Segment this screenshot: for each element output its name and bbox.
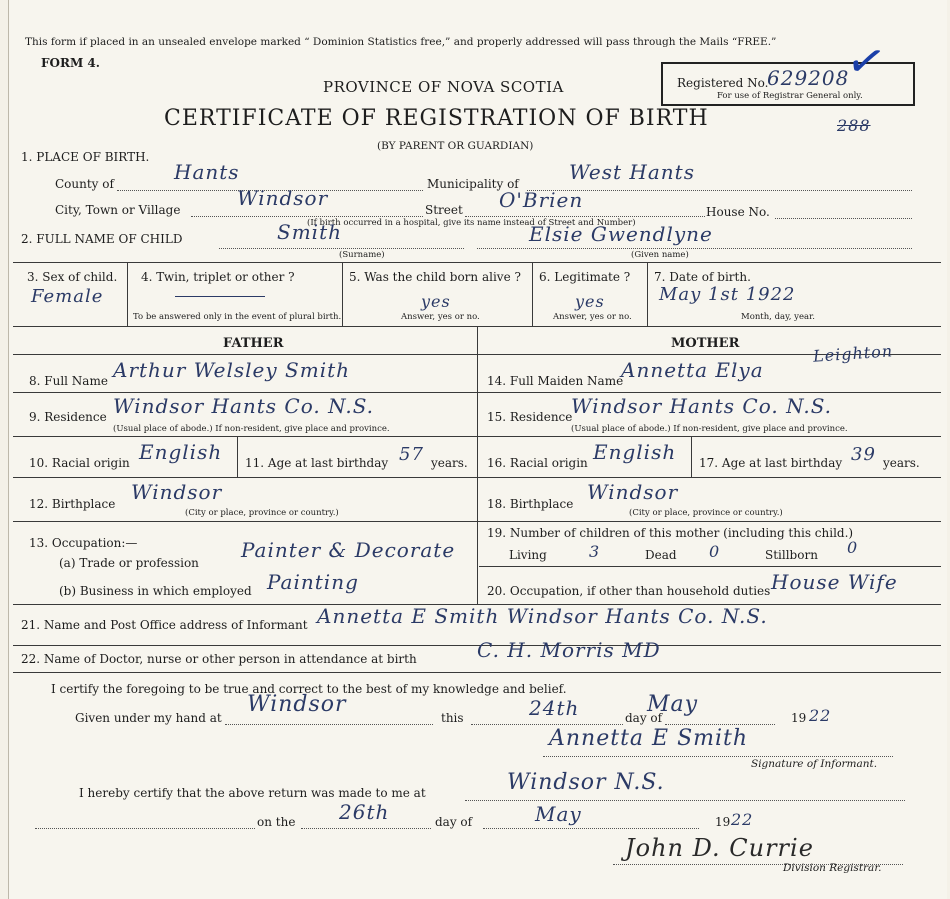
date-of-birth-note: Month, day, year.	[741, 312, 815, 322]
full-name-label: 2. FULL NAME OF CHILD	[21, 232, 183, 246]
alive-value: yes	[421, 292, 451, 311]
municipality-label: Municipality of	[427, 177, 519, 191]
father-age-value: 57	[399, 444, 424, 465]
living-value: 3	[589, 542, 601, 561]
father-residence-note: (Usual place of abode.) If non-resident, give place and province.	[113, 424, 390, 434]
father-occupation-label: 13. Occupation:—	[29, 536, 138, 550]
given-label: Given under my hand at	[75, 711, 222, 725]
province-heading: PROVINCE OF NOVA SCOTIA	[323, 78, 564, 96]
mother-birthplace-label: 18. Birthplace	[487, 497, 574, 511]
informant-label: 21. Name and Post Office address of Informant	[21, 618, 308, 632]
mother-name-label: 14. Full Maiden Name	[487, 374, 624, 388]
informant-value: Annetta E Smith Windsor Hants Co. N.S.	[317, 604, 768, 628]
father-birthplace-value: Windsor	[131, 480, 223, 504]
registered-number: 629208	[767, 66, 850, 90]
registrar-place: Windsor N.S.	[507, 770, 665, 795]
mother-years: years.	[883, 456, 920, 470]
postage-note: This form if placed in an unsealed envelope marked “ Dominion Statistics free,” and properly addressed will pass through the Mails “FREE.”	[25, 36, 777, 48]
registrar-year-prefix: 19	[715, 815, 731, 829]
given-name-value: Elsie Gwendlyne	[529, 222, 713, 246]
business-label: (b) Business in which employed	[59, 584, 252, 598]
surname-caption: (Surname)	[339, 250, 385, 260]
date-of-birth-label: 7. Date of birth.	[654, 270, 751, 284]
father-birthplace-label: 12. Birthplace	[29, 497, 116, 511]
registrar-signature: John D. Currie	[625, 834, 814, 862]
business-value: Painting	[267, 570, 359, 594]
father-years: years.	[431, 456, 468, 470]
father-residence-value: Windsor Hants Co. N.S.	[113, 394, 375, 418]
alive-note: Answer, yes or no.	[401, 312, 480, 322]
dead-value: 0	[709, 542, 721, 561]
city-value: Windsor	[237, 186, 329, 210]
mother-birthplace-value: Windsor	[587, 480, 679, 504]
day-of-label: day of	[625, 711, 663, 725]
legitimate-value: yes	[575, 292, 605, 311]
county-label: County of	[55, 177, 114, 191]
given-place: Windsor	[247, 692, 347, 717]
given-month: May	[647, 692, 699, 717]
legitimate-note: Answer, yes or no.	[553, 312, 632, 322]
father-name-value: Arthur Welsley Smith	[113, 358, 351, 382]
alive-label: 5. Was the child born alive ?	[349, 270, 521, 284]
legitimate-label: 6. Legitimate ?	[539, 270, 631, 284]
registered-label: Registered No.	[677, 76, 769, 90]
mother-residence-value: Windsor Hants Co. N.S.	[571, 394, 833, 418]
registrar-statement: I hereby certify that the above return was made to me at	[79, 786, 426, 800]
mother-age-value: 39	[851, 444, 876, 465]
surname-value: Smith	[277, 220, 342, 244]
margin-number: 288	[837, 116, 871, 135]
mother-occupation-value: House Wife	[771, 570, 898, 594]
hospital-note: (If birth occurred in a hospital, give its name instead of Street and Number)	[307, 218, 636, 228]
dead-label: Dead	[645, 548, 677, 562]
father-racial-label: 10. Racial origin	[29, 456, 130, 470]
mother-age-label: 17. Age at last birthday	[699, 456, 843, 470]
registrar-note: For use of Registrar General only.	[717, 91, 863, 101]
father-racial-value: English	[139, 440, 223, 464]
checkmark-icon: ✓	[841, 30, 891, 92]
date-of-birth-value: May 1st 1922	[659, 284, 796, 305]
municipality-value: West Hants	[569, 160, 695, 184]
given-year-suffix: 22	[809, 706, 832, 725]
doctor-label: 22. Name of Doctor, nurse or other person in attendance at birth	[21, 652, 417, 666]
father-residence-label: 9. Residence	[29, 410, 107, 424]
year-prefix: 19	[791, 711, 807, 725]
informant-signature-caption: Signature of Informant.	[751, 758, 878, 770]
county-value: Hants	[174, 160, 240, 184]
registrar-month: May	[535, 802, 582, 826]
living-label: Living	[509, 548, 547, 562]
place-of-birth-label: 1. PLACE OF BIRTH.	[21, 150, 150, 164]
street-label: Street	[425, 203, 463, 217]
registrar-year-suffix: 22	[731, 810, 754, 829]
registrar-day-of: day of	[435, 815, 473, 829]
certify-statement: I certify the foregoing to be true and correct to the best of my knowledge and belief.	[51, 682, 567, 696]
mother-racial-value: English	[593, 440, 677, 464]
certificate-subtitle: (BY PARENT OR GUARDIAN)	[377, 140, 534, 152]
given-name-caption: (Given name)	[631, 250, 689, 260]
father-age-label: 11. Age at last birthday	[245, 456, 389, 470]
stillborn-label: Stillborn	[765, 548, 818, 562]
mother-name-correction: Leighton	[812, 341, 894, 366]
father-heading: FATHER	[223, 336, 284, 351]
mother-residence-label: 15. Residence	[487, 410, 573, 424]
registrar-caption: Division Registrar.	[783, 862, 882, 874]
mother-racial-label: 16. Racial origin	[487, 456, 588, 470]
house-label: House No.	[706, 205, 770, 219]
given-day: 24th	[529, 696, 580, 720]
doctor-value: C. H. Morris MD	[477, 638, 661, 662]
street-value: O'Brien	[499, 188, 584, 212]
registrar-day: 26th	[339, 800, 390, 824]
children-count-label: 19. Number of children of this mother (including this child.)	[487, 526, 854, 540]
this-label: this	[441, 711, 464, 725]
twin-label: 4. Twin, triplet or other ?	[141, 270, 295, 284]
sex-value: Female	[31, 286, 104, 307]
form-number: FORM 4.	[41, 56, 100, 70]
sex-label: 3. Sex of child.	[27, 270, 118, 284]
father-birthplace-note: (City or place, province or country.)	[185, 508, 339, 518]
stillborn-value: 0	[847, 538, 859, 557]
trade-label: (a) Trade or profession	[59, 556, 199, 570]
informant-signature: Annetta E Smith	[549, 726, 749, 751]
mother-residence-note: (Usual place of abode.) If non-resident, give place and province.	[571, 424, 848, 434]
on-the-label: on the	[257, 815, 296, 829]
certificate-title: CERTIFICATE OF REGISTRATION OF BIRTH	[164, 106, 709, 131]
twin-note: To be answered only in the event of plural birth.	[133, 312, 342, 322]
father-name-label: 8. Full Name	[29, 374, 108, 388]
trade-value: Painter & Decorate	[241, 538, 456, 562]
city-label: City, Town or Village	[55, 203, 181, 217]
mother-name-value: Annetta Elya	[621, 358, 764, 382]
mother-heading: MOTHER	[671, 336, 740, 351]
mother-birthplace-note: (City or place, province or country.)	[629, 508, 783, 518]
certificate-sheet	[8, 0, 947, 899]
mother-occupation-label: 20. Occupation, if other than household duties	[487, 584, 771, 598]
